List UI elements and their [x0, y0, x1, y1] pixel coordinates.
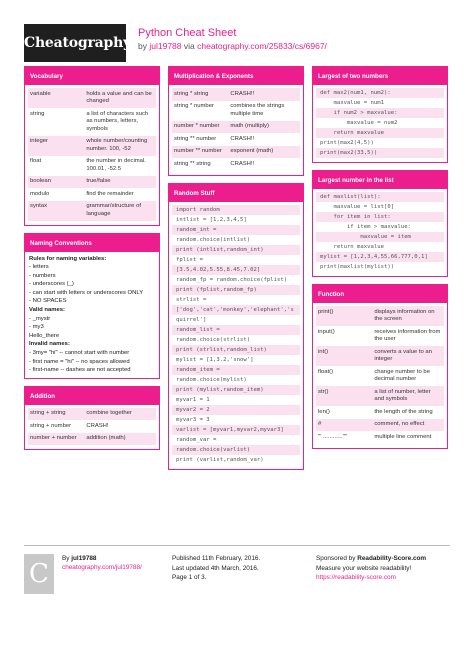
- definition-cell: CRASH!: [86, 422, 109, 429]
- by-label: by: [138, 41, 147, 51]
- code-line: strlist =: [176, 296, 207, 303]
- term-cell: input(): [318, 328, 335, 335]
- note-line: - numbers: [29, 272, 56, 279]
- table-row: [28, 108, 156, 136]
- largest-list-code-block: [313, 189, 447, 276]
- multiplication-table: [172, 88, 300, 171]
- cheatography-logo[interactable]: Cheatography: [24, 24, 126, 62]
- multiplication-section: [168, 66, 304, 176]
- definition-cell: combines the strings multiple time: [230, 103, 285, 117]
- code-line: if num2 > maxvalue:: [316, 108, 444, 118]
- vocabulary-table: [28, 88, 156, 221]
- term-cell: string: [30, 110, 45, 117]
- term-cell: float: [30, 158, 42, 164]
- definition-cell: a list of number, letter and symbols: [372, 386, 444, 406]
- term-cell: #: [316, 419, 372, 432]
- footer-publish-info: [172, 554, 260, 583]
- footer-by-label: By: [62, 555, 70, 562]
- code-line: maxvalue = num2: [320, 120, 398, 126]
- code-line: [3.5,4.02,5.55,8.45,7.02]: [172, 265, 300, 275]
- header: [0, 0, 474, 66]
- term-cell: variable: [28, 88, 84, 108]
- code-line: random_item =: [172, 365, 300, 375]
- table-row: [28, 176, 156, 189]
- table-row: [172, 158, 300, 171]
- term-cell: string + string: [28, 408, 84, 421]
- code-line: import random: [172, 205, 300, 215]
- note-line: - underscores (_): [29, 281, 74, 288]
- term-cell: string * number: [174, 103, 214, 109]
- term-cell: float(): [318, 368, 334, 375]
- author-link[interactable]: jul19788: [149, 41, 182, 51]
- note-line: - first-name -- dashes are not accepted: [29, 367, 131, 374]
- note-line: - NO SPACES: [29, 298, 67, 305]
- definition-cell: CRASH!!: [228, 88, 300, 101]
- note-line: - first name = "hi" -- no spaces allowed: [29, 358, 130, 365]
- note-line: - my3: [29, 324, 44, 331]
- term-cell: print(): [316, 306, 372, 326]
- table-row: [28, 156, 156, 176]
- code-line: maxvalue = num1: [320, 100, 384, 106]
- term-cell: int(): [316, 346, 372, 366]
- code-line: random.choice(mylist): [176, 376, 247, 383]
- code-line: myvar1 = 1: [176, 396, 210, 403]
- table-row: [316, 326, 444, 346]
- column-2: [168, 66, 304, 477]
- footer-author-name[interactable]: jul19788: [71, 555, 97, 562]
- naming-conventions-section: [24, 233, 160, 379]
- term-cell: len(): [318, 408, 330, 415]
- random-stuff-section: [168, 183, 304, 470]
- table-row: [316, 346, 444, 366]
- note-line: - 3my= "hi" -- cannot start with number: [29, 350, 130, 357]
- term-cell: string * string: [172, 88, 228, 101]
- updated-date: Last updated 4th March, 2016.: [172, 564, 259, 572]
- definition-cell: math (multiply): [228, 121, 300, 134]
- term-cell: syntax: [28, 201, 84, 221]
- code-line: return maxvalue: [316, 128, 444, 138]
- column-1: [24, 66, 160, 457]
- section-title: Multiplication & Exponents: [169, 67, 303, 85]
- footer-author-url[interactable]: cheatography.com/jul19788/: [62, 564, 142, 571]
- code-line: random_int =: [172, 225, 300, 235]
- definition-cell: comment, no effect: [372, 419, 444, 432]
- section-title: Addition: [25, 387, 159, 405]
- definition-cell: displays information on the screen: [372, 306, 444, 326]
- note-line: Valid names:: [29, 307, 66, 314]
- code-line: myvar2 = 2: [172, 405, 300, 415]
- code-line: random_list =: [172, 325, 300, 335]
- term-cell: number ** number: [172, 146, 228, 159]
- section-title: Largest number in the list: [313, 171, 447, 189]
- table-row: [316, 419, 444, 432]
- section-title: Largest of two numbers: [313, 67, 447, 85]
- code-line: for item in list:: [316, 212, 444, 222]
- published-date: Published 11th February, 2016.: [172, 555, 261, 562]
- definition-cell: combine together: [84, 408, 156, 421]
- vocabulary-section: [24, 66, 160, 226]
- term-cell: string + number: [30, 422, 72, 429]
- definition-cell: the length of the string: [374, 408, 433, 415]
- code-line: print(max2(4,5)): [320, 140, 374, 146]
- note-line: Invalid names:: [29, 341, 70, 348]
- code-line: random.choice(strlist): [176, 336, 251, 343]
- term-cell: boolean: [28, 176, 84, 189]
- code-line: random.choice(intlist): [176, 236, 251, 243]
- definition-cell: CRASH!!: [230, 160, 255, 167]
- code-line: random_var =: [176, 436, 217, 443]
- note-line: - can start with letters or underscores ONLY: [29, 289, 144, 296]
- term-cell: number + number: [28, 433, 84, 446]
- note-line: - _mystr: [29, 315, 51, 322]
- term-cell: string ** number: [174, 135, 217, 142]
- note-line: Hello_there: [29, 332, 60, 339]
- definition-cell: true/false: [84, 176, 156, 189]
- code-line: random_fp = random.choice(fplist): [176, 276, 288, 283]
- section-title: Naming Conventions: [25, 234, 159, 252]
- definition-cell: multiple line comment: [374, 433, 432, 440]
- function-section: [312, 284, 448, 449]
- via-label: via: [183, 41, 195, 51]
- table-row: [172, 121, 300, 134]
- definition-cell: exponent (math): [228, 146, 300, 159]
- term-cell: ''' ............'''': [318, 433, 348, 440]
- table-row: [316, 366, 444, 386]
- table-row: [28, 88, 156, 108]
- definition-cell: CRASH!!: [230, 135, 255, 142]
- footer: [24, 545, 450, 615]
- code-line: if item > maxvalue:: [320, 224, 411, 230]
- table-row: [28, 136, 156, 156]
- definition-cell: whole number/counting number. 100, -52: [84, 136, 156, 156]
- definition-cell: grammar/structure of language: [84, 201, 156, 221]
- note-line: - letters: [29, 264, 49, 271]
- code-line: myvar3 = 3: [176, 416, 210, 423]
- definition-cell: the number in decimal. 100.01, -52.5: [86, 158, 146, 172]
- column-3: [312, 66, 448, 456]
- term-cell: integer: [28, 136, 84, 156]
- code-line: mylist = [1,3.2,'snow']: [176, 356, 254, 363]
- table-row: [316, 386, 444, 406]
- sponsored-prefix: Sponsored by: [316, 555, 356, 562]
- term-cell: number * number: [172, 121, 228, 134]
- random-code-block: [169, 202, 303, 469]
- note-line: Rules for naming variables:: [29, 255, 107, 262]
- code-line: print(max2(33,5)): [316, 148, 444, 158]
- code-line: print (mylist,random_item): [172, 385, 300, 395]
- definition-cell: holds a value and can be changed: [84, 88, 156, 108]
- sponsor-name[interactable]: Readability-Score.com: [357, 555, 427, 562]
- code-line: random.choice(varlist): [172, 445, 300, 455]
- section-title: Random Stuff: [169, 184, 303, 202]
- definition-cell: converts a value to an integer: [372, 346, 444, 366]
- table-row: [172, 101, 300, 121]
- table-row: [172, 133, 300, 146]
- table-row: [316, 406, 444, 419]
- definition-cell: change number to be decimal number: [374, 368, 430, 382]
- term-cell: modulo: [30, 190, 50, 197]
- page-number: Page 1 of 3.: [172, 574, 207, 581]
- byline: [138, 41, 327, 51]
- code-line: print (strlist,random_list): [172, 345, 300, 355]
- term-cell: str(): [316, 386, 372, 406]
- sponsor-text: Measure your website readability!: [316, 564, 412, 572]
- naming-notes: [25, 252, 159, 378]
- code-line: def max2(num1, num2):: [316, 88, 444, 98]
- definition-cell: receives information from the user: [374, 328, 441, 342]
- table-row: [28, 408, 156, 421]
- function-table: [316, 306, 444, 444]
- table-row: [316, 431, 444, 444]
- code-line: print(maxlist(mylist)): [320, 264, 395, 270]
- code-line: print (fplist,random_fp): [172, 285, 300, 295]
- code-line: varlist = [myvar1,myvar2,myvar3]: [172, 425, 300, 435]
- code-line: def maxlist(list):: [316, 192, 444, 202]
- code-line: print (varlist,random_var): [176, 456, 264, 463]
- code-line: quirrel']: [176, 316, 207, 323]
- code-line: maxvalue = item: [316, 232, 444, 242]
- sponsor-url[interactable]: https://readability-score.com: [316, 574, 396, 581]
- table-row: [28, 420, 156, 433]
- largest-list-section: [312, 170, 448, 277]
- largest-two-section: [312, 66, 448, 163]
- table-row: [28, 188, 156, 201]
- definition-cell: addition (math): [84, 433, 156, 446]
- code-line: return maxvalue: [320, 244, 384, 250]
- cheatography-c-icon: C: [24, 554, 54, 594]
- largest-two-code-block: [313, 85, 447, 162]
- table-row: [172, 88, 300, 101]
- definition-cell: find the remainder: [86, 190, 134, 197]
- table-row: [316, 306, 444, 326]
- section-title: Function: [313, 285, 447, 303]
- term-cell: string ** string: [174, 160, 211, 167]
- code-line: maxvalue = list[0]: [320, 204, 395, 210]
- code-line: ['dog','cat','monkey','elephant','s: [172, 305, 300, 315]
- page-title: Python Cheat Sheet: [138, 27, 237, 39]
- table-row: [28, 201, 156, 221]
- code-line: intlist = [1,2,3,4,5]: [176, 216, 247, 223]
- code-line: fplist =: [176, 256, 203, 263]
- footer-sponsor: [316, 554, 426, 583]
- sheet-url-link[interactable]: cheatography.com/25833/cs/6967/: [197, 41, 327, 51]
- definition-cell: a list of characters such as numbers, letters, symbols: [86, 110, 149, 132]
- code-line: mylist = [1,2,3,4,55,66,777,0,1]: [316, 252, 444, 262]
- addition-section: [24, 386, 160, 451]
- addition-table: [28, 408, 156, 446]
- footer-author: [62, 554, 142, 572]
- code-line: print (intlist,random_int): [172, 245, 300, 255]
- table-row: [172, 146, 300, 159]
- section-title: Vocabulary: [25, 67, 159, 85]
- table-row: [28, 433, 156, 446]
